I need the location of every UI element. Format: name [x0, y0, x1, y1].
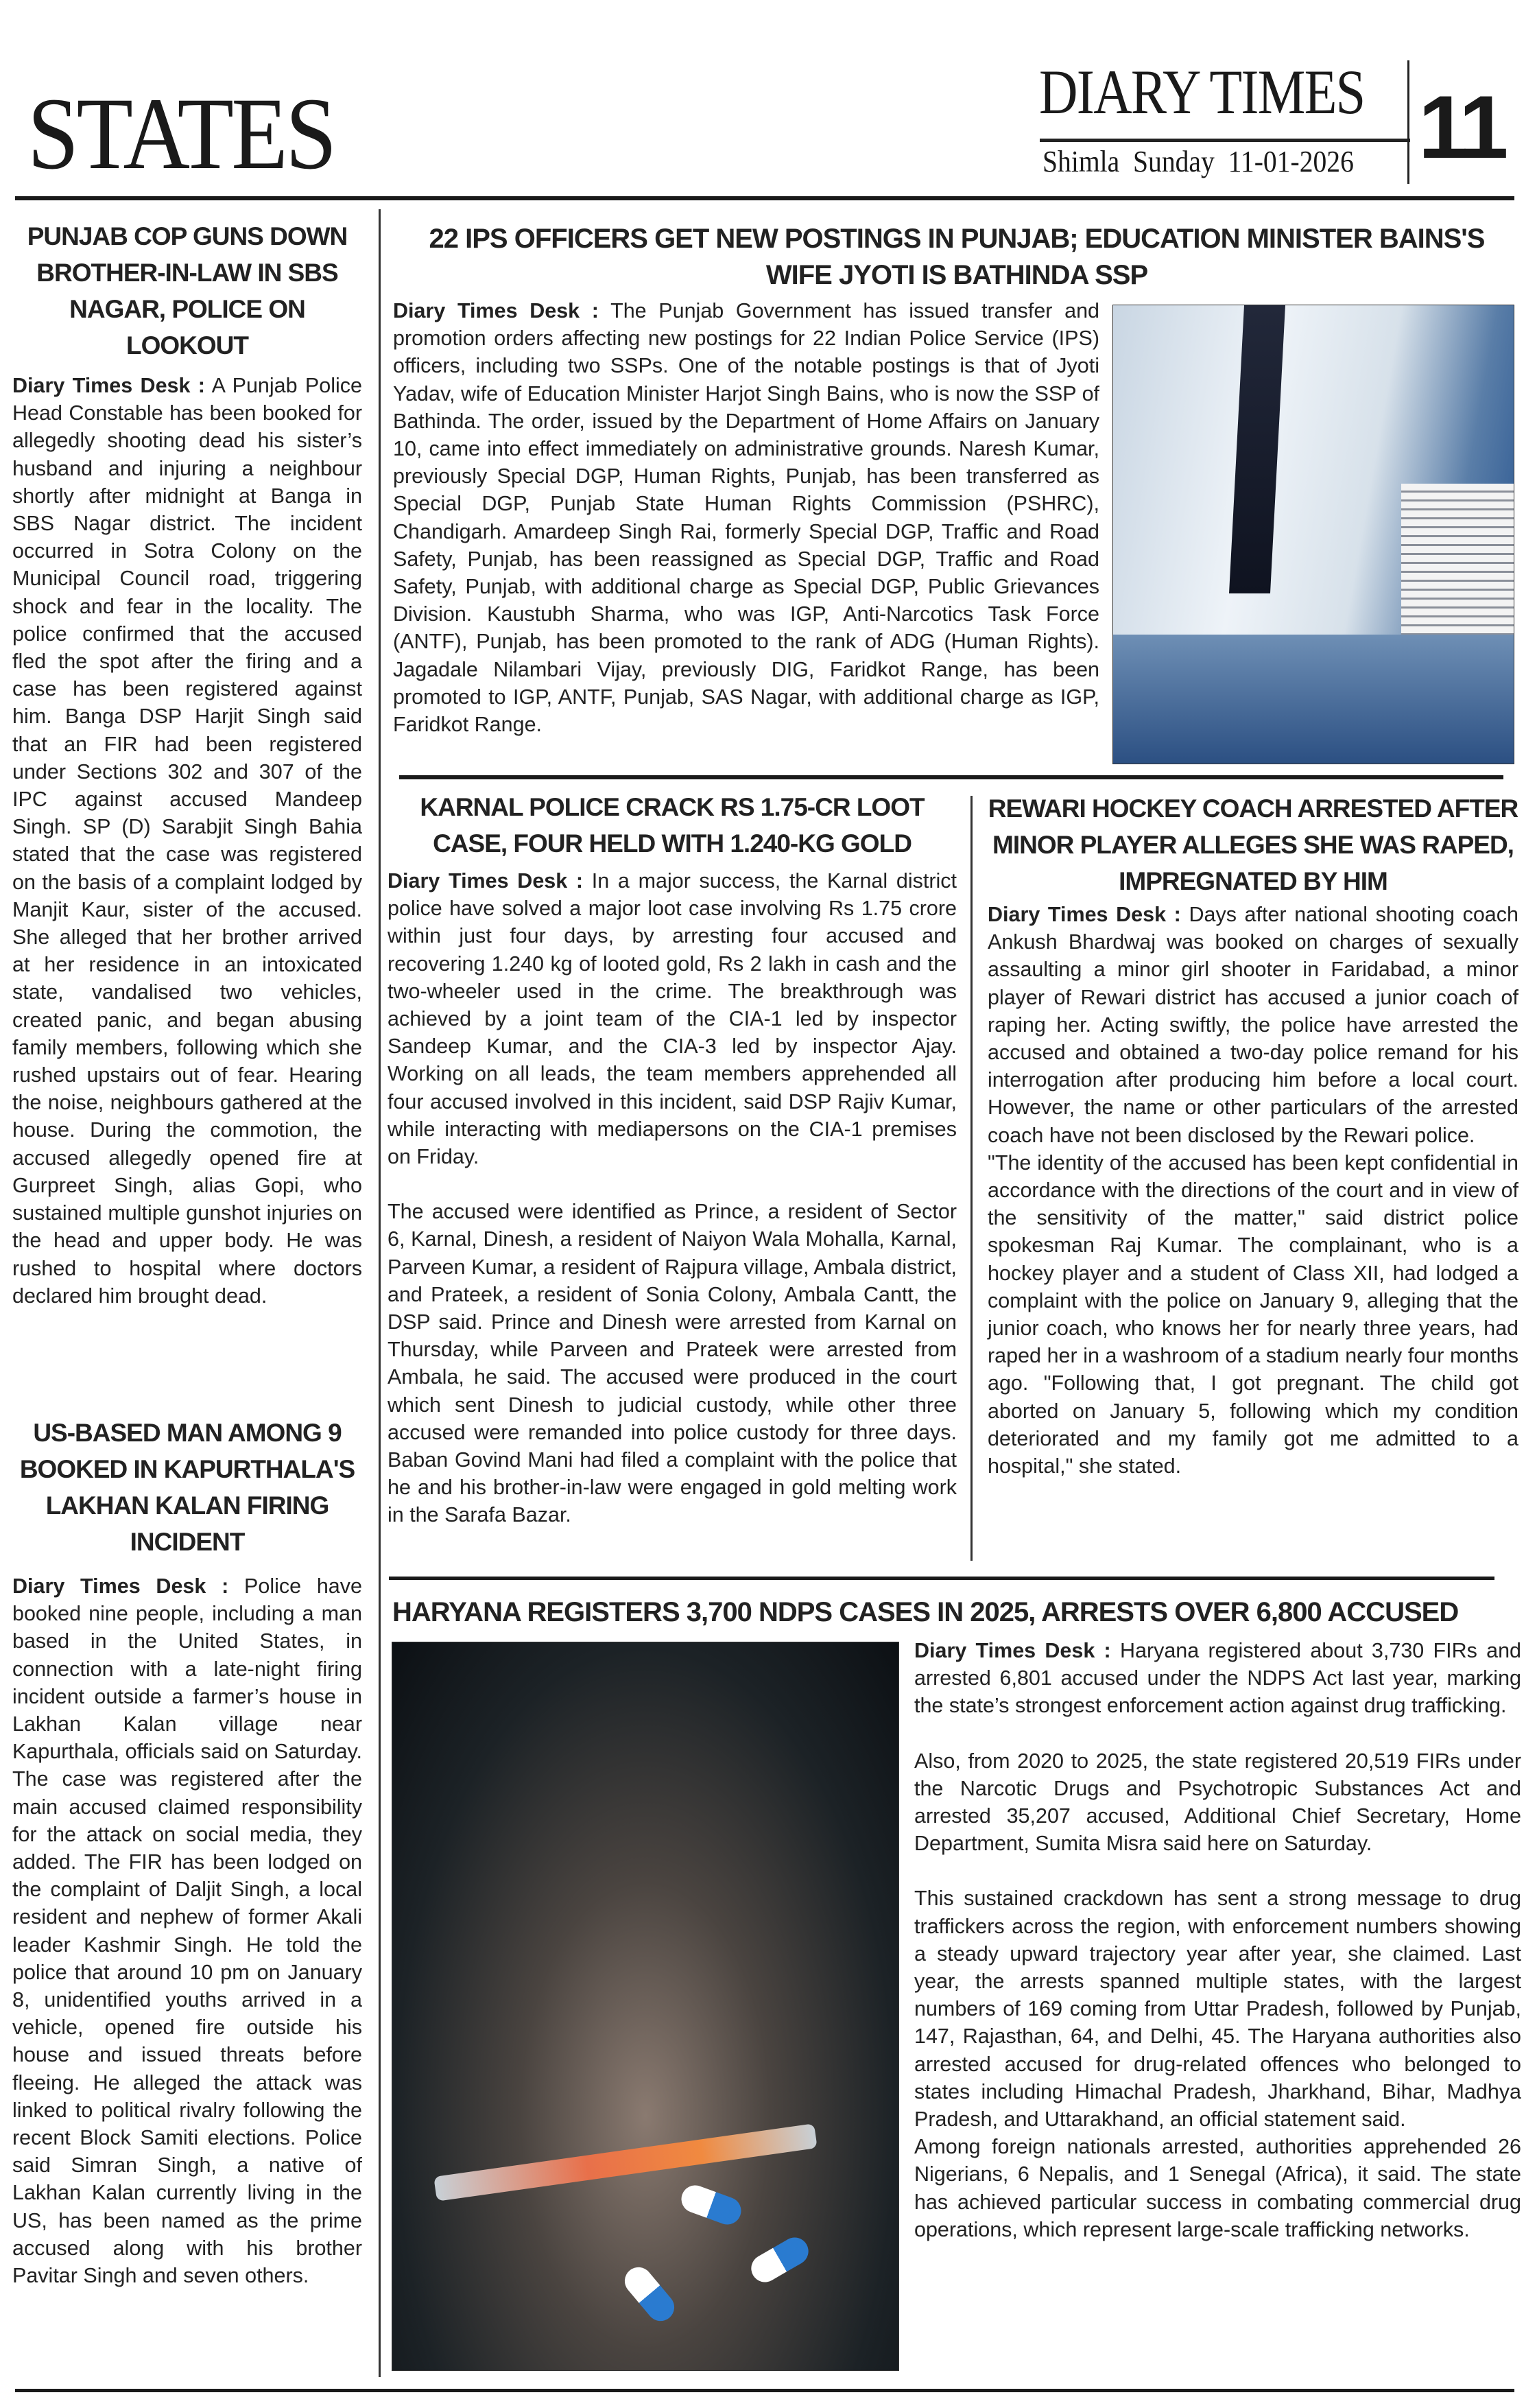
article-body: In a major success, the Karnal district police have solved a major loot case involving Rs 1.75 crore within just four days, by arresting four accused and recovering 1.240 kg of looted gold, Rs 2 lakh in cash and the two-wheeler used in the crime. The breakthrough was achieved by a joint team of the CIA-1 led by inspector Sandeep Kumar, and the CIA-3 led by inspector Ajay. Working on all leads, the team members apprehended all four accused involved in this incident, said DSP Rajiv Kumar, while interacting with mediapersons on the CIA-1 premises on Friday.: [388, 869, 957, 1169]
article-body-2: Also, from 2020 to 2025, the state registered 20,519 FIRs under the Narcotic Drugs and Psychotropic Substances Act and arrested 35,207 accused, Additional Chief Secretary, Home Department, Sumita Misra said here on Saturday.: [914, 1749, 1521, 1856]
byline: Diary Times Desk :: [388, 869, 584, 893]
header-rule: [15, 196, 1514, 200]
article-body-2: The accused were identified as Prince, a resident of Sector 6, Karnal, Dinesh, a resident of Naiyon Wala Mohalla, Karnal, Parveen Kumar, a resident of Rajpura village, Ambala district, and Prateek, a resident of Sonia Colony, Ambala Cantt, the DSP said. Prince and Dinesh were arrested from Karnal on Thursday, while Parveen and Prateek were arrested from Ambala, he said. The accused were produced in the court which sent Dinesh to judicial custody, while other three accused were remanded into police custody for three days. Baban Govind Mani had filed a complaint with the police that he and his brother-in-law were engaged in gold melting work in the Sarafa Bazar.: [388, 1200, 957, 1527]
article-rewari: [988, 790, 1518, 1480]
article-ips: [398, 221, 1516, 294]
headline: REWARI HOCKEY COACH ARRESTED AFTER MINOR PLAYER ALLEGES SHE WAS RAPED, IMPREGNATED BY HIM: [988, 794, 1518, 895]
byline: Diary Times Desk :: [988, 903, 1181, 926]
footer-rule: [15, 2389, 1514, 2392]
article-us-man: [12, 1415, 362, 2289]
article-body: Haryana registered about 3,730 FIRs and arrested 6,801 accused under the NDPS Act last year, marking the state’s strongest enforcement action against drug trafficking.: [914, 1639, 1521, 1718]
office-files-photo: [1112, 305, 1514, 764]
article-body-3: This sustained crackdown has sent a strong message to drug traffickers across the region, with enforcement numbers showing a steady upward trajectory year after year, she claimed. Last year, the arrests spanned multiple states, with the largest numbers of 169 coming from Uttar Pradesh, followed by Punjab, 147, Rajasthan, 64, and Delhi, 45. The Haryana authorities also arrested accused for drug-related offences who belonged to states including Himachal Pradesh, Jharkhand, Bihar, Madhya Pradesh, and Uttarakhand, an official statement said.: [914, 1887, 1521, 2132]
byline: Diary Times Desk :: [914, 1639, 1111, 1662]
dateline: Shimla Sunday 11-01-2026: [1042, 145, 1354, 178]
article-body-4: Among foreign nationals arrested, authorities apprehended 26 Nigerians, 6 Nepalis, and 1 Senegal (Africa), it said. The state has achieved particular success in combating commercial drug operations, which represent large-scale trafficking networks.: [914, 2135, 1521, 2241]
section-rule: [389, 1577, 1494, 1580]
headline: KARNAL POLICE CRACK RS 1.75-CR LOOT CASE, FOUR HELD WITH 1.240-KG GOLD: [420, 793, 925, 858]
article-haryana: [914, 1637, 1521, 2243]
byline: Diary Times Desk :: [393, 299, 599, 322]
section-title: STATES: [27, 77, 335, 191]
byline: Diary Times Desk :: [12, 1574, 229, 1598]
article-karnal: [388, 789, 957, 1529]
byline: Diary Times Desk :: [12, 374, 205, 397]
article-ips-body: [393, 297, 1099, 738]
drugs-syringe-photo: [392, 1642, 899, 2371]
section-rule: [399, 775, 1503, 779]
masthead: DIARY TIMES: [1039, 57, 1365, 127]
headline: PUNJAB COP GUNS DOWN BROTHER-IN-LAW IN SBS NAGAR, POLICE ON LOOKOUT: [27, 222, 348, 359]
headline: US-BASED MAN AMONG 9 BOOKED IN KAPURTHALA'S LAKHAN KALAN FIRING INCIDENT: [19, 1419, 355, 1556]
headline: HARYANA REGISTERS 3,700 NDPS CASES IN 2025, ARRESTS OVER 6,800 ACCUSED: [392, 1597, 1459, 1627]
column-divider: [970, 796, 973, 1561]
page-number: 11: [1418, 77, 1505, 177]
article-body-2: "The identity of the accused has been kept confidential in accordance with the directions of the court and in view of the sensitivity of the matter," said district police spokesman Raj Kumar. The complainant, who is a hockey player and a student of Class XII, had lodged a complaint with the police on January 9, alleging that the junior coach, who knows her for nearly three years, had raped her in a washroom of a stadium nearly four months ago. "Following that, I got pregnant. The child got aborted on January 5, following which my condition deteriorated and my family got me admitted to a hospital," she stated.: [988, 1150, 1518, 1478]
masthead-divider: [1407, 60, 1409, 184]
article-body: The Punjab Government has issued transfer and promotion orders affecting new postings for 22 Indian Police Service (IPS) officers, including two SSPs. One of the notable postings is that of Jyoti Yadav, wife of Education Minister Harjot Singh Bains, who is now the SSP of Bathinda. The order, issued by the Department of Home Affairs on January 10, came into effect immediately on administrative grounds. Naresh Kumar, previously Special DGP, Human Rights, Punjab, has been transferred as Special DGP, Punjab State Human Rights Commission (PSHRC), Chandigarh. Amardeep Singh Rai, formerly Special DGP, Traffic and Road Safety, Punjab, has been reassigned as Special DGP, Traffic and Road Safety, Punjab, with additional charge as Special DGP, Public Grievances Division. Kaustubh Sharma, who was IGP, Anti-Narcotics Task Force (ANTF), Punjab, has been promoted to the rank of ADG (Human Rights). Jagadale Nilambari Vijay, previously DIG, Faridkot Range, has been promoted to IGP, ANTF, Punjab, SAS Nagar, with additional charge as IGP, Faridkot Range.: [393, 299, 1099, 737]
column-divider: [379, 209, 381, 2377]
article-body: Police have booked nine people, including a man based in the United States, in connection with a late-night firing incident outside a farmer’s house in Lakhan Kalan village near Kapurthala, officials said on Saturday. The case was registered after the main accused claimed responsibility for the attack on social media, they added. The FIR has been lodged on the complaint of Daljit Singh, a local resident and nephew of former Akali leader Kashmir Singh. He told the police that around 10 pm on January 8, unidentified youths arrived in a vehicle, opened fire outside his house and issued threats before fleeing. He alleged the attack was linked to political rivalry following the recent Block Samiti elections. Police said Simran Singh, a native of Lakhan Kalan currently living in the US, has been named as the prime accused along with his brother Pavitar Singh and seven others.: [12, 1574, 362, 2288]
article-body: A Punjab Police Head Constable has been booked for allegedly shooting dead his sister’s husband and injuring a neighbour shortly after midnight at Banga in SBS Nagar district. The incident occurred in Sotra Colony on the Municipal Council road, triggering shock and fear in the locality. The police confirmed that the accused fled the spot after the firing and a case has been registered against him. Banga DSP Harjit Singh said that an FIR had been registered under Sections 302 and 307 of the IPC against accused Mandeep Singh. SP (D) Sarabjit Singh Bahia stated that the case was registered on the basis of a complaint lodged by Manjit Kaur, sister of the accused. She alleged that her brother arrived at her residence in an intoxicated state, vandalised two vehicles, created panic, and began abusing family members, following which she rushed upstairs out of fear. Hearing the noise, neighbours gathered at the house. During the commotion, the accused allegedly opened fire at Gurpreet Singh, alias Gopi, who sustained multiple gunshot injuries on the head and upper body. He was rushed to hospital where doctors declared him brought dead.: [12, 374, 362, 1308]
headline: 22 IPS OFFICERS GET NEW POSTINGS IN PUNJAB; EDUCATION MINISTER BAINS'S WIFE JYOTI IS BATHINDA SSP: [429, 224, 1485, 290]
masthead-rule: [1040, 139, 1410, 142]
article-punjab-cop: [12, 218, 362, 1310]
article-body: Days after national shooting coach Ankush Bhardwaj was booked on charges of sexually assaulting a minor girl shooter in Faridabad, a minor player of Rewari district has accused a junior coach of raping her. Acting swiftly, the police have arrested the accused and obtained a two-day police remand for his interrogation after producing him before a local court. However, the name or other particulars of the arrested coach have not been disclosed by the Rewari police.: [988, 903, 1518, 1147]
